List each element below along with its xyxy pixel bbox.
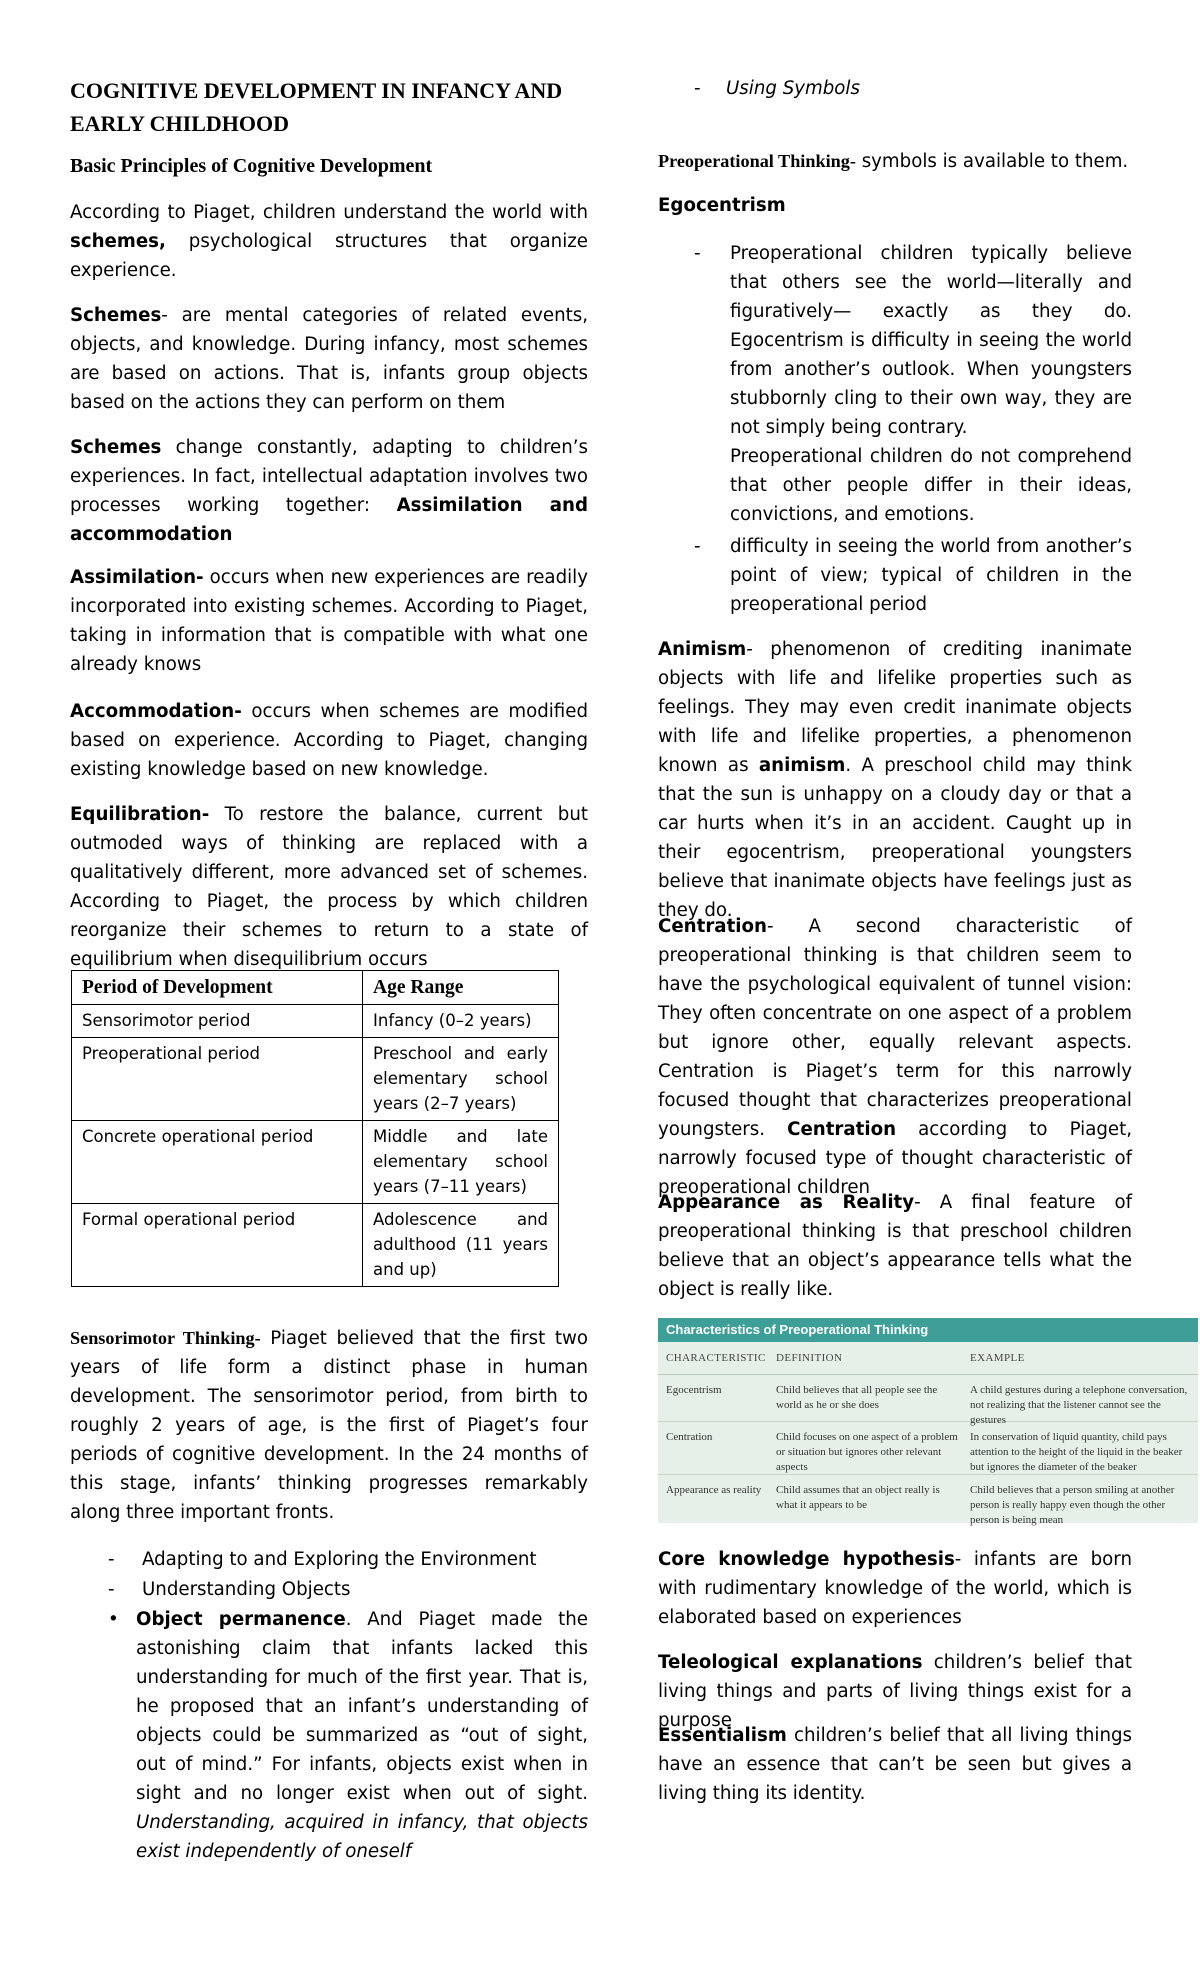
periods-table xyxy=(71,970,559,1287)
table-cell: Middle and late elementary school years (7–11 years) xyxy=(363,1121,559,1204)
figure-header: CHARACTERISTIC xyxy=(666,1352,766,1364)
table-cell: Adolescence and adulthood (11 years and up) xyxy=(363,1204,559,1287)
figure-cell: A child gestures during a telephone conversation, not realizing that the listener cannot see the gestures xyxy=(970,1384,1188,1426)
preoperational-paragraph: Preoperational Thinking- symbols is available to them. xyxy=(658,151,1129,172)
appearance-reality-paragraph: Appearance as Reality- A final feature of preoperational thinking is that preschool children believe that an object’s appearance tells what the object is really like. xyxy=(658,1192,1132,1300)
teleological-paragraph: Teleological explanations children’s belief that living things and parts of living things exist for a purpose xyxy=(658,1652,1132,1731)
figure-row xyxy=(658,1422,1198,1475)
figure-row xyxy=(658,1375,1198,1426)
table-cell: Infancy (0–2 years) xyxy=(363,1005,559,1038)
centration-paragraph: Centration- A second characteristic of preoperational thinking is that children seem to have the psychological equivalent of tunnel vision: They often concentrate on one aspect of a problem but ignore other, equally relevant aspects. Centration is Piaget’s term for this narrowly focused thought that characterizes preoperational youngsters. Centration according to Piaget, narrowly focused type of thought characteristic of preoperational children xyxy=(658,916,1132,1198)
dash-marker: - xyxy=(108,1549,115,1570)
figure-cell: Appearance as reality xyxy=(666,1484,762,1496)
page-title: COGNITIVE DEVELOPMENT IN INFANCY AND EARLY CHILDHOOD xyxy=(70,78,563,136)
egocentrism-heading: Egocentrism xyxy=(658,195,786,216)
figure-header: DEFINITION xyxy=(776,1352,843,1364)
egocentrism-item: Preoperational children typically believe that others see the world—literally and figuratively— exactly as they do. Egocentrism is difficulty in seeing the world from another’s outlook. When youngsters stubbornly cling to their own way, they are not simply being contrary. xyxy=(730,243,1132,438)
assimilation-definition: Assimilation- occurs when new experiences are readily incorporated into existing schemes. According to Piaget, taking in information that is compatible with what one already knows xyxy=(70,567,588,675)
using-symbols-item: Using Symbols xyxy=(726,78,860,99)
table-cell: Preoperational period xyxy=(72,1038,363,1121)
schemes-change-paragraph: Schemes change constantly, adapting to children’s experiences. In fact, intellectual adaptation involves two processes working together: Assimilation and accommodation xyxy=(70,437,588,545)
figure-cell: Egocentrism xyxy=(666,1384,722,1396)
figure-title: Characteristics of Preoperational Thinking xyxy=(658,1318,1198,1342)
figure-cell: Centration xyxy=(666,1431,713,1443)
egocentrism-definition: difficulty in seeing the world from another’s point of view; typical of children in the preoperational period xyxy=(730,536,1132,615)
section-subtitle: Basic Principles of Cognitive Development xyxy=(70,155,433,177)
preoperational-characteristics-figure xyxy=(658,1318,1198,1526)
accommodation-definition: Accommodation- occurs when schemes are modified based on experience. According to Piaget, changing existing knowledge based on new knowledge. xyxy=(70,701,588,780)
figure-header-row xyxy=(658,1342,1198,1375)
figure-cell: In conservation of liquid quantity, child pays attention to the height of the liquid in the beaker but ignores the diameter of the beaker xyxy=(970,1431,1183,1473)
intro-paragraph: According to Piaget, children understand the world with schemes, psychological structures that organize experience. xyxy=(70,202,588,281)
table-cell: Preschool and early elementary school years (2–7 years) xyxy=(363,1038,559,1121)
table-row xyxy=(72,1121,559,1204)
essentialism-paragraph: Essentialism children’s belief that all living things have an essence that can’t be seen but gives a living thing its identity. xyxy=(658,1725,1132,1804)
table-row xyxy=(72,1204,559,1287)
egocentrism-item-continued: Preoperational children do not comprehend that other people differ in their ideas, convictions, and emotions. xyxy=(730,446,1132,525)
table-row xyxy=(72,1005,559,1038)
figure-cell: Child believes that all people see the world as he or she does xyxy=(776,1384,938,1411)
table-cell: Formal operational period xyxy=(72,1204,363,1287)
table-header: Period of Development xyxy=(72,971,363,1005)
table-cell: Sensorimotor period xyxy=(72,1005,363,1038)
dash-marker: - xyxy=(694,78,701,99)
figure-cell: Child assumes that an object really is what it appears to be xyxy=(776,1484,940,1511)
table-header-row xyxy=(72,971,559,1005)
dash-marker: - xyxy=(694,243,701,264)
figure-cell: Child believes that a person smiling at another person is really happy even though the other person is being mean xyxy=(970,1484,1175,1526)
schemes-definition: Schemes- are mental categories of related events, objects, and knowledge. During infancy, most schemes are based on actions. That is, infants group objects based on the actions they can perform on them xyxy=(70,305,588,413)
dash-marker: - xyxy=(694,536,701,557)
figure-cell: Child focuses on one aspect of a problem or situation but ignores other relevant aspects xyxy=(776,1431,958,1473)
dash-marker: - xyxy=(108,1579,115,1600)
table-header: Age Range xyxy=(363,971,559,1005)
object-permanence-item: Object permanence. And Piaget made the astonishing claim that infants lacked this understanding for much of the first year. That is, he proposed that an infant’s understanding of objects could be summarized as “out of sight, out of mind.” For infants, objects exist when in sight and no longer exist when out of sight. Understanding, acquired in infancy, that objects exist independently of oneself xyxy=(136,1609,588,1862)
list-item: Understanding Objects xyxy=(142,1579,351,1600)
table-cell: Concrete operational period xyxy=(72,1121,363,1204)
list-item: Adapting to and Exploring the Environment xyxy=(142,1549,537,1570)
figure-row xyxy=(658,1475,1198,1525)
figure-header: EXAMPLE xyxy=(970,1352,1025,1364)
core-knowledge-paragraph: Core knowledge hypothesis- infants are born with rudimentary knowledge of the world, which is elaborated based on experiences xyxy=(658,1549,1132,1628)
equilibration-definition: Equilibration- To restore the balance, current but outmoded ways of thinking are replaced with a qualitatively different, more advanced set of schemes. According to Piaget, the process by which children reorganize their schemes to return to a state of equilibrium when disequilibrium occurs xyxy=(70,804,588,970)
animism-paragraph: Animism- phenomenon of crediting inanimate objects with life and lifelike properties such as feelings. They may even credit inanimate objects with life and lifelike properties, a phenomenon known as animism. A preschool child may think that the sun is unhappy on a cloudy day or that a car hurts when it’s in an accident. Caught up in their egocentrism, preoperational youngsters believe that inanimate objects have feelings just as they do. xyxy=(658,639,1132,921)
bullet-icon: • xyxy=(108,1609,119,1630)
sensorimotor-paragraph: Sensorimotor Thinking- Piaget believed that the first two years of life form a distinct phase in human development. The sensorimotor period, from birth to roughly 2 years of age, is the first of Piaget’s four periods of cognitive development. In the 24 months of this stage, infants’ thinking progresses remarkably along three important fronts. xyxy=(70,1328,588,1523)
table-row xyxy=(72,1038,559,1121)
